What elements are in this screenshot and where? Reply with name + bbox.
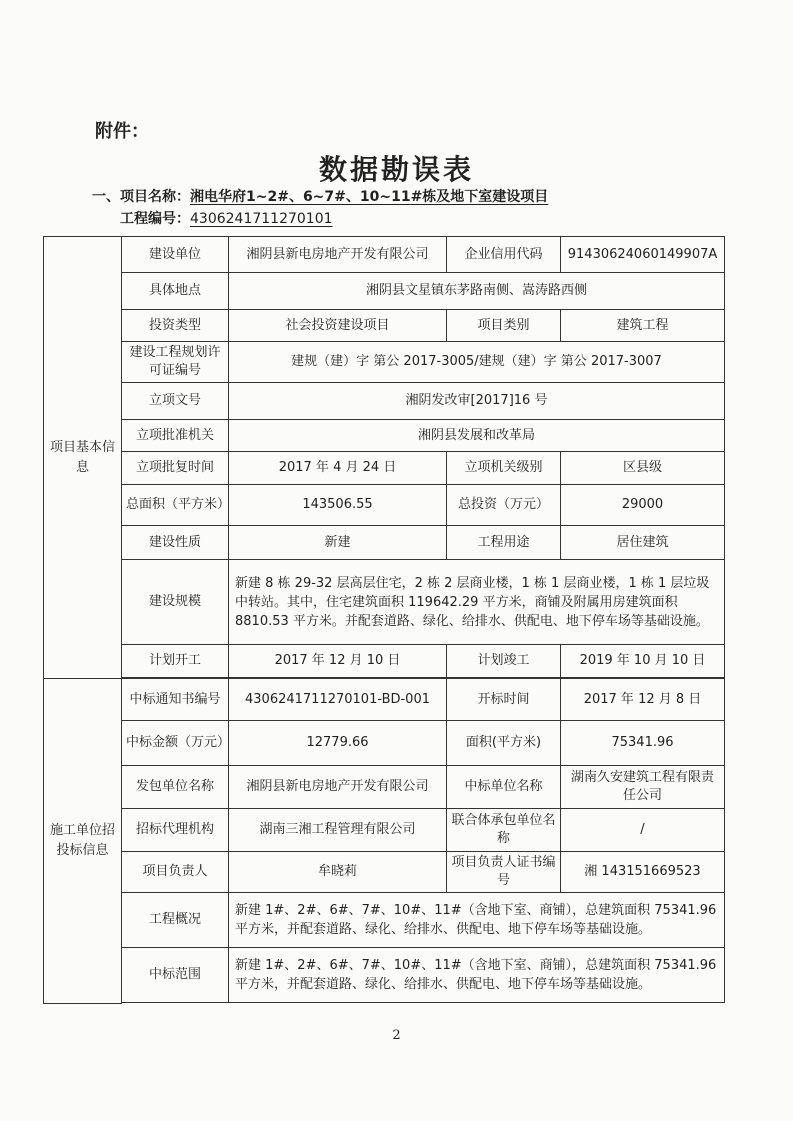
permit-value: 建规（建）字 第公 2017-3005/建规（建）字 第公 2017-3007: [229, 342, 725, 383]
table-row: [44, 948, 725, 1003]
builder-value: 湘阴县新电房地产开发有限公司: [229, 237, 447, 273]
winner-value: 湖南久安建筑工程有限责任公司: [561, 766, 725, 809]
table-row: [44, 560, 725, 645]
approval-doc-label: 立项文号: [122, 383, 229, 420]
project-category-value: 建筑工程: [561, 310, 725, 342]
approval-level-label: 立项机关级别: [447, 452, 561, 485]
page-title: 数据勘误表: [318, 153, 474, 186]
overview-label: 工程概况: [122, 893, 229, 948]
table-row: [44, 852, 725, 893]
area-label: 面积(平方米): [447, 721, 561, 766]
plan-start-value: 2017 年 12 月 10 日: [229, 645, 447, 678]
permit-label: 建设工程规划许可证编号: [122, 342, 229, 383]
bid-amount-label: 中标金额（万元）: [122, 721, 229, 766]
scale-label: 建设规模: [122, 560, 229, 645]
open-time-value: 2017 年 12 月 8 日: [561, 679, 725, 721]
open-time-label: 开标时间: [447, 679, 561, 721]
manager-label: 项目负责人: [122, 852, 229, 893]
overview-value: 新建 1#、2#、6#、7#、10#、11#（含地下室、商铺），总建筑面积 75341.96 平方米，并配套道路、绿化、给排水、供配电、地下停车场等基础设施。: [229, 893, 725, 948]
project-code-label: 工程编号：: [120, 211, 190, 227]
attachment-label: 附件：: [95, 121, 149, 142]
winner-label: 中标单位名称: [447, 766, 561, 809]
manager-cert-value: 湘 143151669523: [561, 852, 725, 893]
agency-label: 招标代理机构: [122, 809, 229, 852]
location-label: 具体地点: [122, 273, 229, 310]
nature-value: 新建: [229, 526, 447, 560]
invest-type-label: 投资类型: [122, 310, 229, 342]
employer-value: 湘阴县新电房地产开发有限公司: [229, 766, 447, 809]
notice-no-value: 4306241711270101-BD-001: [229, 679, 447, 721]
project-code-value: 4306241711270101: [190, 211, 333, 227]
approval-time-value: 2017 年 4 月 24 日: [229, 452, 447, 485]
project-name-label: 一、项目名称：: [92, 189, 190, 205]
location-value: 湘阴县文星镇东茅路南侧、嵩涛路西侧: [229, 273, 725, 310]
nature-label: 建设性质: [122, 526, 229, 560]
manager-cert-label: 项目负责人证书编号: [447, 852, 561, 893]
section-bidding-info-title: 施工单位招投标信息: [44, 679, 122, 1004]
plan-start-label: 计划开工: [122, 645, 229, 678]
project-name-value: 湘电华府1~2#、6~7#、10~11#栋及地下室建设项目: [190, 189, 549, 205]
approval-level-value: 区县级: [561, 452, 725, 485]
project-code-line: [120, 208, 333, 228]
section-basic-info-title: 项目基本信息: [44, 237, 122, 679]
table-row: [44, 1003, 725, 1004]
area-value: 75341.96: [561, 721, 725, 766]
usage-label: 工程用途: [447, 526, 561, 560]
approval-doc-value: 湘阴发改审[2017]16 号: [229, 383, 725, 420]
consortium-label: 联合体承包单位名称: [447, 809, 561, 852]
table-row: [44, 342, 725, 383]
total-invest-value: 29000: [561, 485, 725, 526]
scale-value: 新建 8 栋 29-32 层高层住宅，2 栋 2 层商业楼，1 栋 1 层商业楼，1 栋 1 层垃圾中转站。其中，住宅建筑面积 119642.29 平方米，商铺及附属用房建筑面积 8810.53 平方米。并配套道路、绿化、给排水、供配电、地下停车场等基础设施。: [229, 560, 725, 645]
table-row: [44, 237, 725, 273]
page-number: 2: [392, 1028, 401, 1043]
total-area-value: 143506.55: [229, 485, 447, 526]
plan-end-label: 计划竣工: [447, 645, 561, 678]
project-name-line: [92, 186, 548, 206]
credit-label: 企业信用代码: [447, 237, 561, 273]
table-row: [44, 893, 725, 948]
project-category-label: 项目类别: [447, 310, 561, 342]
data-correction-table: [43, 236, 725, 1004]
scope-value: 新建 1#、2#、6#、7#、10#、11#（含地下室、商铺），总建筑面积 75341.96 平方米，并配套道路、绿化、给排水、供配电、地下停车场等基础设施。: [229, 948, 725, 1003]
scope-label: 中标范围: [122, 948, 229, 1003]
table-row: [44, 766, 725, 809]
employer-label: 发包单位名称: [122, 766, 229, 809]
consortium-value: /: [561, 809, 725, 852]
table-row: [44, 809, 725, 852]
invest-type-value: 社会投资建设项目: [229, 310, 447, 342]
builder-label: 建设单位: [122, 237, 229, 273]
table-row: [44, 452, 725, 485]
table-row: [44, 679, 725, 721]
approval-org-value: 湘阴县发展和改革局: [229, 420, 725, 452]
approval-time-label: 立项批复时间: [122, 452, 229, 485]
usage-value: 居住建筑: [561, 526, 725, 560]
table-row: [44, 383, 725, 420]
table-row: [44, 526, 725, 560]
table-row: [44, 485, 725, 526]
table-row: [44, 645, 725, 678]
notice-no-label: 中标通知书编号: [122, 679, 229, 721]
table-row: [44, 273, 725, 310]
total-area-label: 总面积（平方米）: [122, 485, 229, 526]
bid-amount-value: 12779.66: [229, 721, 447, 766]
credit-value: 91430624060149907A: [561, 237, 725, 273]
manager-value: 牟晓莉: [229, 852, 447, 893]
table-row: [44, 721, 725, 766]
approval-org-label: 立项批准机关: [122, 420, 229, 452]
table-row: [44, 310, 725, 342]
table-row: [44, 420, 725, 452]
agency-value: 湖南三湘工程管理有限公司: [229, 809, 447, 852]
plan-end-value: 2019 年 10 月 10 日: [561, 645, 725, 678]
total-invest-label: 总投资（万元）: [447, 485, 561, 526]
